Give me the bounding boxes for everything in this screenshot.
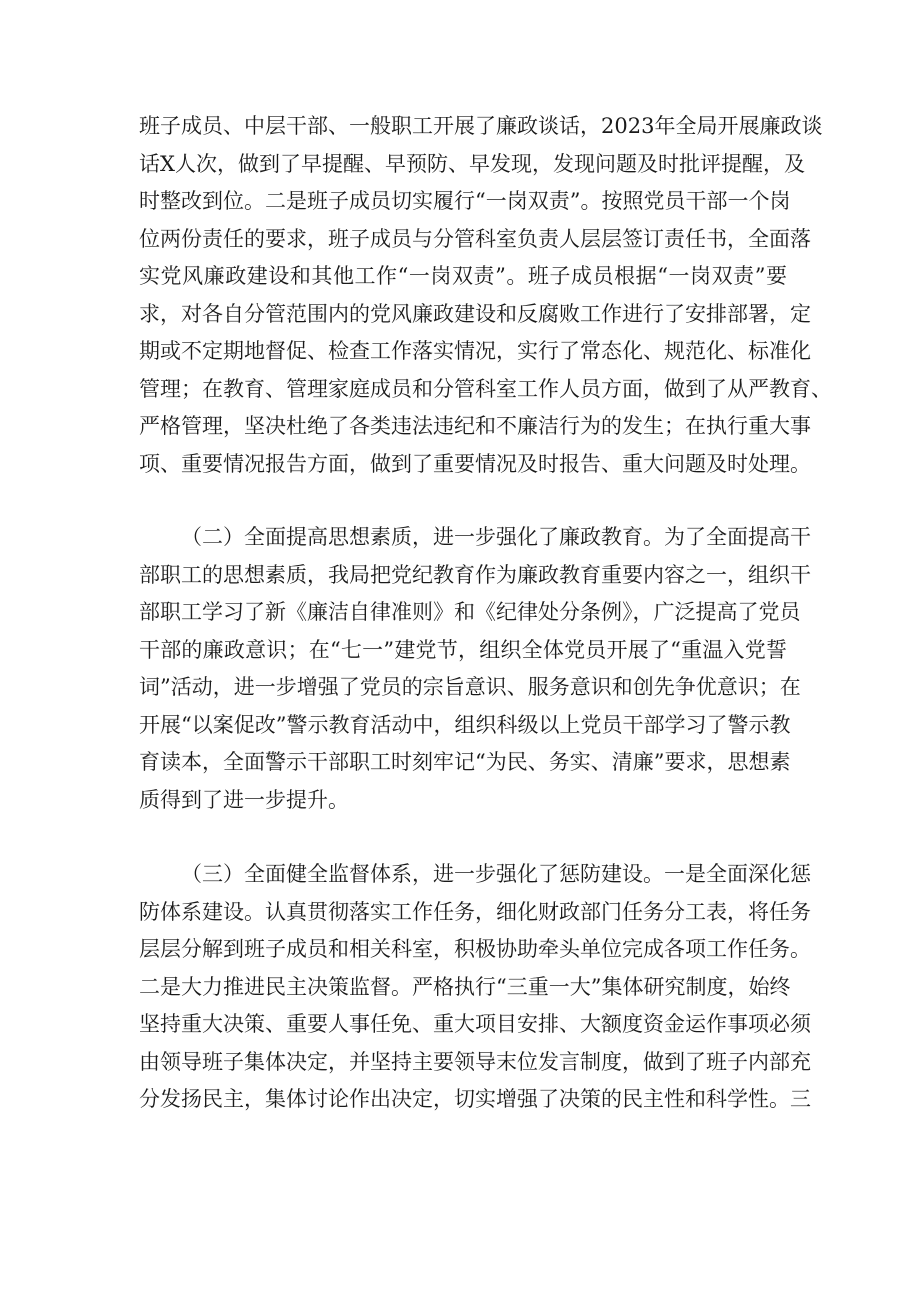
paragraph-line: 位两份责任的要求，班子成员与分管科室负责人层层签订责任书，全面落 [139,226,811,251]
paragraph-line: 实党风廉政建设和其他工作“一岗双责”。班子成员根据“一岗双责”要 [139,264,787,288]
paragraph-line: 时整改到位。二是班子成员切实履行“一岗双责”。按照党员干部一个岗 [139,189,791,213]
paragraph-line: 项、重要情况报告方面，做到了重要情况及时报告、重大问题及时处理。 [139,451,811,476]
paragraph-1 [139,108,832,483]
paragraph-line: 管理；在教育、管理家庭成员和分管科室工作人员方面，做到了从严教育、 [139,376,832,401]
paragraph-line: 防体系建设。认真贯彻落实工作任务，细化财政部门任务分工表，将任务 [139,899,811,924]
paragraph-line: 质得到了进一步提升。 [139,787,349,812]
paragraph-line: 干部的廉政意识；在“七一”建党节，组织全体党员开展了“重温入党誓 [139,637,787,662]
paragraph-line: （二）全面提高思想素质，进一步强化了廉政教育。为了全面提高干 [181,525,811,549]
paragraph-line: 严格管理，坚决杜绝了各类违法违纪和不廉洁行为的发生；在执行重大事 [139,414,811,438]
paragraph-line: 话X人次，做到了早提醒、早预防、早发现，发现问题及时批评提醒，及 [139,151,805,176]
paragraph-line: 班子成员、中层干部、一般职工开展了廉政谈话，2023年全局开展廉政谈 [139,114,823,138]
paragraph-line: 坚持重大决策、重要人事任免、重大项目安排、大额度资金运作事项必须 [139,1012,811,1036]
paragraph-line: （三）全面健全监督体系，进一步强化了惩防建设。一是全面深化惩 [181,862,811,886]
paragraph-line: 开展“以案促改”警示教育活动中，组织科级以上党员干部学习了警示教 [139,712,791,737]
paragraph-3 [139,856,811,1119]
paragraph-line: 二是大力推进民主决策监督。严格执行“三重一大”集体研究制度，始终 [139,974,791,999]
paragraph-line: 求，对各自分管范围内的党风廉政建设和反腐败工作进行了安排部署，定 [139,301,811,326]
paragraph-line: 分发扬民主，集体讨论作出决定，切实增强了决策的民主性和科学性。三 [139,1087,811,1111]
paragraph-line: 词”活动，进一步增强了党员的宗旨意识、服务意识和创先争优意识；在 [139,675,801,699]
paragraph-line: 部职工的思想素质，我局把党纪教育作为廉政教育重要内容之一，组织干 [139,562,811,587]
paragraph-line: 期或不定期地督促、检查工作落实情况，实行了常态化、规范化、标准化 [139,339,811,363]
paragraph-line: 由领导班子集体决定，并坚持主要领导末位发言制度，做到了班子内部充 [139,1049,811,1074]
paragraph-line: 层层分解到班子成员和相关科室，积极协助牵头单位完成各项工作任务。 [139,937,811,961]
paragraph-line: 部职工学习了新《廉洁自律准则》和《纪律处分条例》，广泛提高了党员 [139,600,801,624]
paragraph-2 [139,519,811,819]
paragraph-line: 育读本，全面警示干部职工时刻牢记“为民、务实、清廉”要求，思想素 [139,750,791,774]
